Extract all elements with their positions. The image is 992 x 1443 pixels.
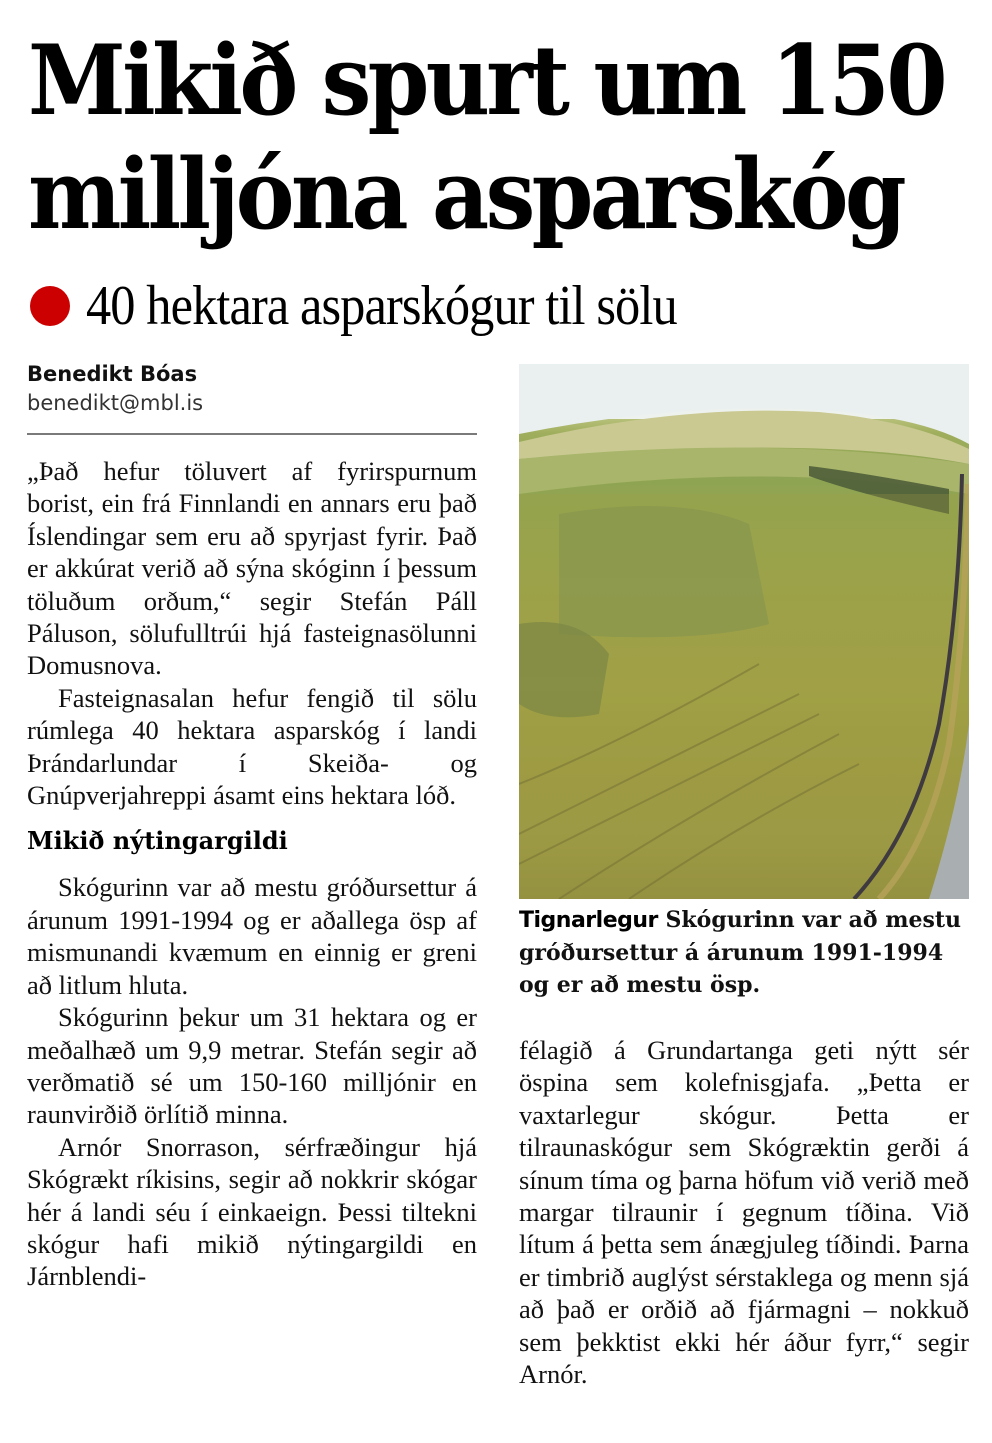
body-paragraph: Skógurinn þekur um 31 hektara og er meðalhæð um 9,9 metrar. Stefán segir að verðmatið sé um 150-160 milljónir en raunvirðið örlítið minna. [27, 1002, 477, 1130]
body-paragraph: Skógurinn var að mestu gróðursettur á árunum 1991-1994 og er aðallega ösp af mismunandi kvæmum en einnig er greni að litlum hluta. [27, 872, 477, 1000]
headline-line-1: Mikið spurt um 150 [28, 24, 945, 137]
author-email[interactable]: benedikt@mbl.is [27, 391, 204, 415]
body-paragraph: félagið á Grundartanga geti nýtt sér öspina sem kolefnisgjafa. „Þetta er vaxtarlegur skógur. Þetta er tilraunaskógur sem Skógræktin gerði á sínum tíma og þarna höfum við verið með margar tilraunir í gegnum tíðina. Við lítum á þetta sem ánægjuleg tíðindi. Þarna er timbrið auglýst sérstaklega og menn sjá að það er orðið að fjármagni – nokkuð sem þekktist ekki hér áður fyrr,“ segir Arnór. [519, 1035, 969, 1390]
byline [27, 360, 477, 418]
body-paragraph: „Það hefur töluvert af fyrirspurnum borist, ein frá Finnlandi en annars eru það Íslendingar sem eru að spyrjast fyrir. Það er akkúrat verið að sýna skóginn í þessum töluðum orðum,“ segir Stefán Páll Páluson, sölufulltrúi hjá fasteignasölunni Domusnova. [27, 456, 477, 681]
author-name: Benedikt Bóas [27, 362, 198, 386]
caption-text: Skógurinn var að mestu gróðursettur á árunum 1991-1994 og er að mestu ösp. [519, 907, 962, 998]
body-paragraph: Arnór Snorrason, sérfræðingur hjá Skógrækt ríkisins, segir að nokkrir skógar hér á landi séu í einkaeign. Þessi tiltekni skógur hafi mikið nýtingargildi en Járnblendi- [27, 1131, 477, 1292]
headline [28, 24, 945, 252]
article-body-right-column [519, 1034, 969, 1390]
headline-line-2: milljóna asparskóg [28, 138, 903, 251]
red-bullet-icon [30, 286, 70, 326]
body-paragraph: Fasteignasalan hefur fengið til sölu rúmlega 40 hektara asparskóg í landi Þrándarlundar í Skeiða- og Gnúpverjahreppi ásamt eins hektara lóð. [27, 682, 477, 811]
subheadline [30, 276, 742, 336]
article-body-left-column [27, 455, 477, 1293]
subheadline-text: 40 hektara asparskógur til sölu [86, 275, 677, 337]
photo-caption [519, 904, 969, 1001]
section-subheading: Mikið nýtingargildi [27, 826, 288, 856]
caption-lead: Tignarlegur [519, 908, 658, 933]
byline-divider [27, 433, 477, 435]
photo-illustration [519, 364, 969, 899]
forest-aerial-photo [519, 364, 969, 899]
